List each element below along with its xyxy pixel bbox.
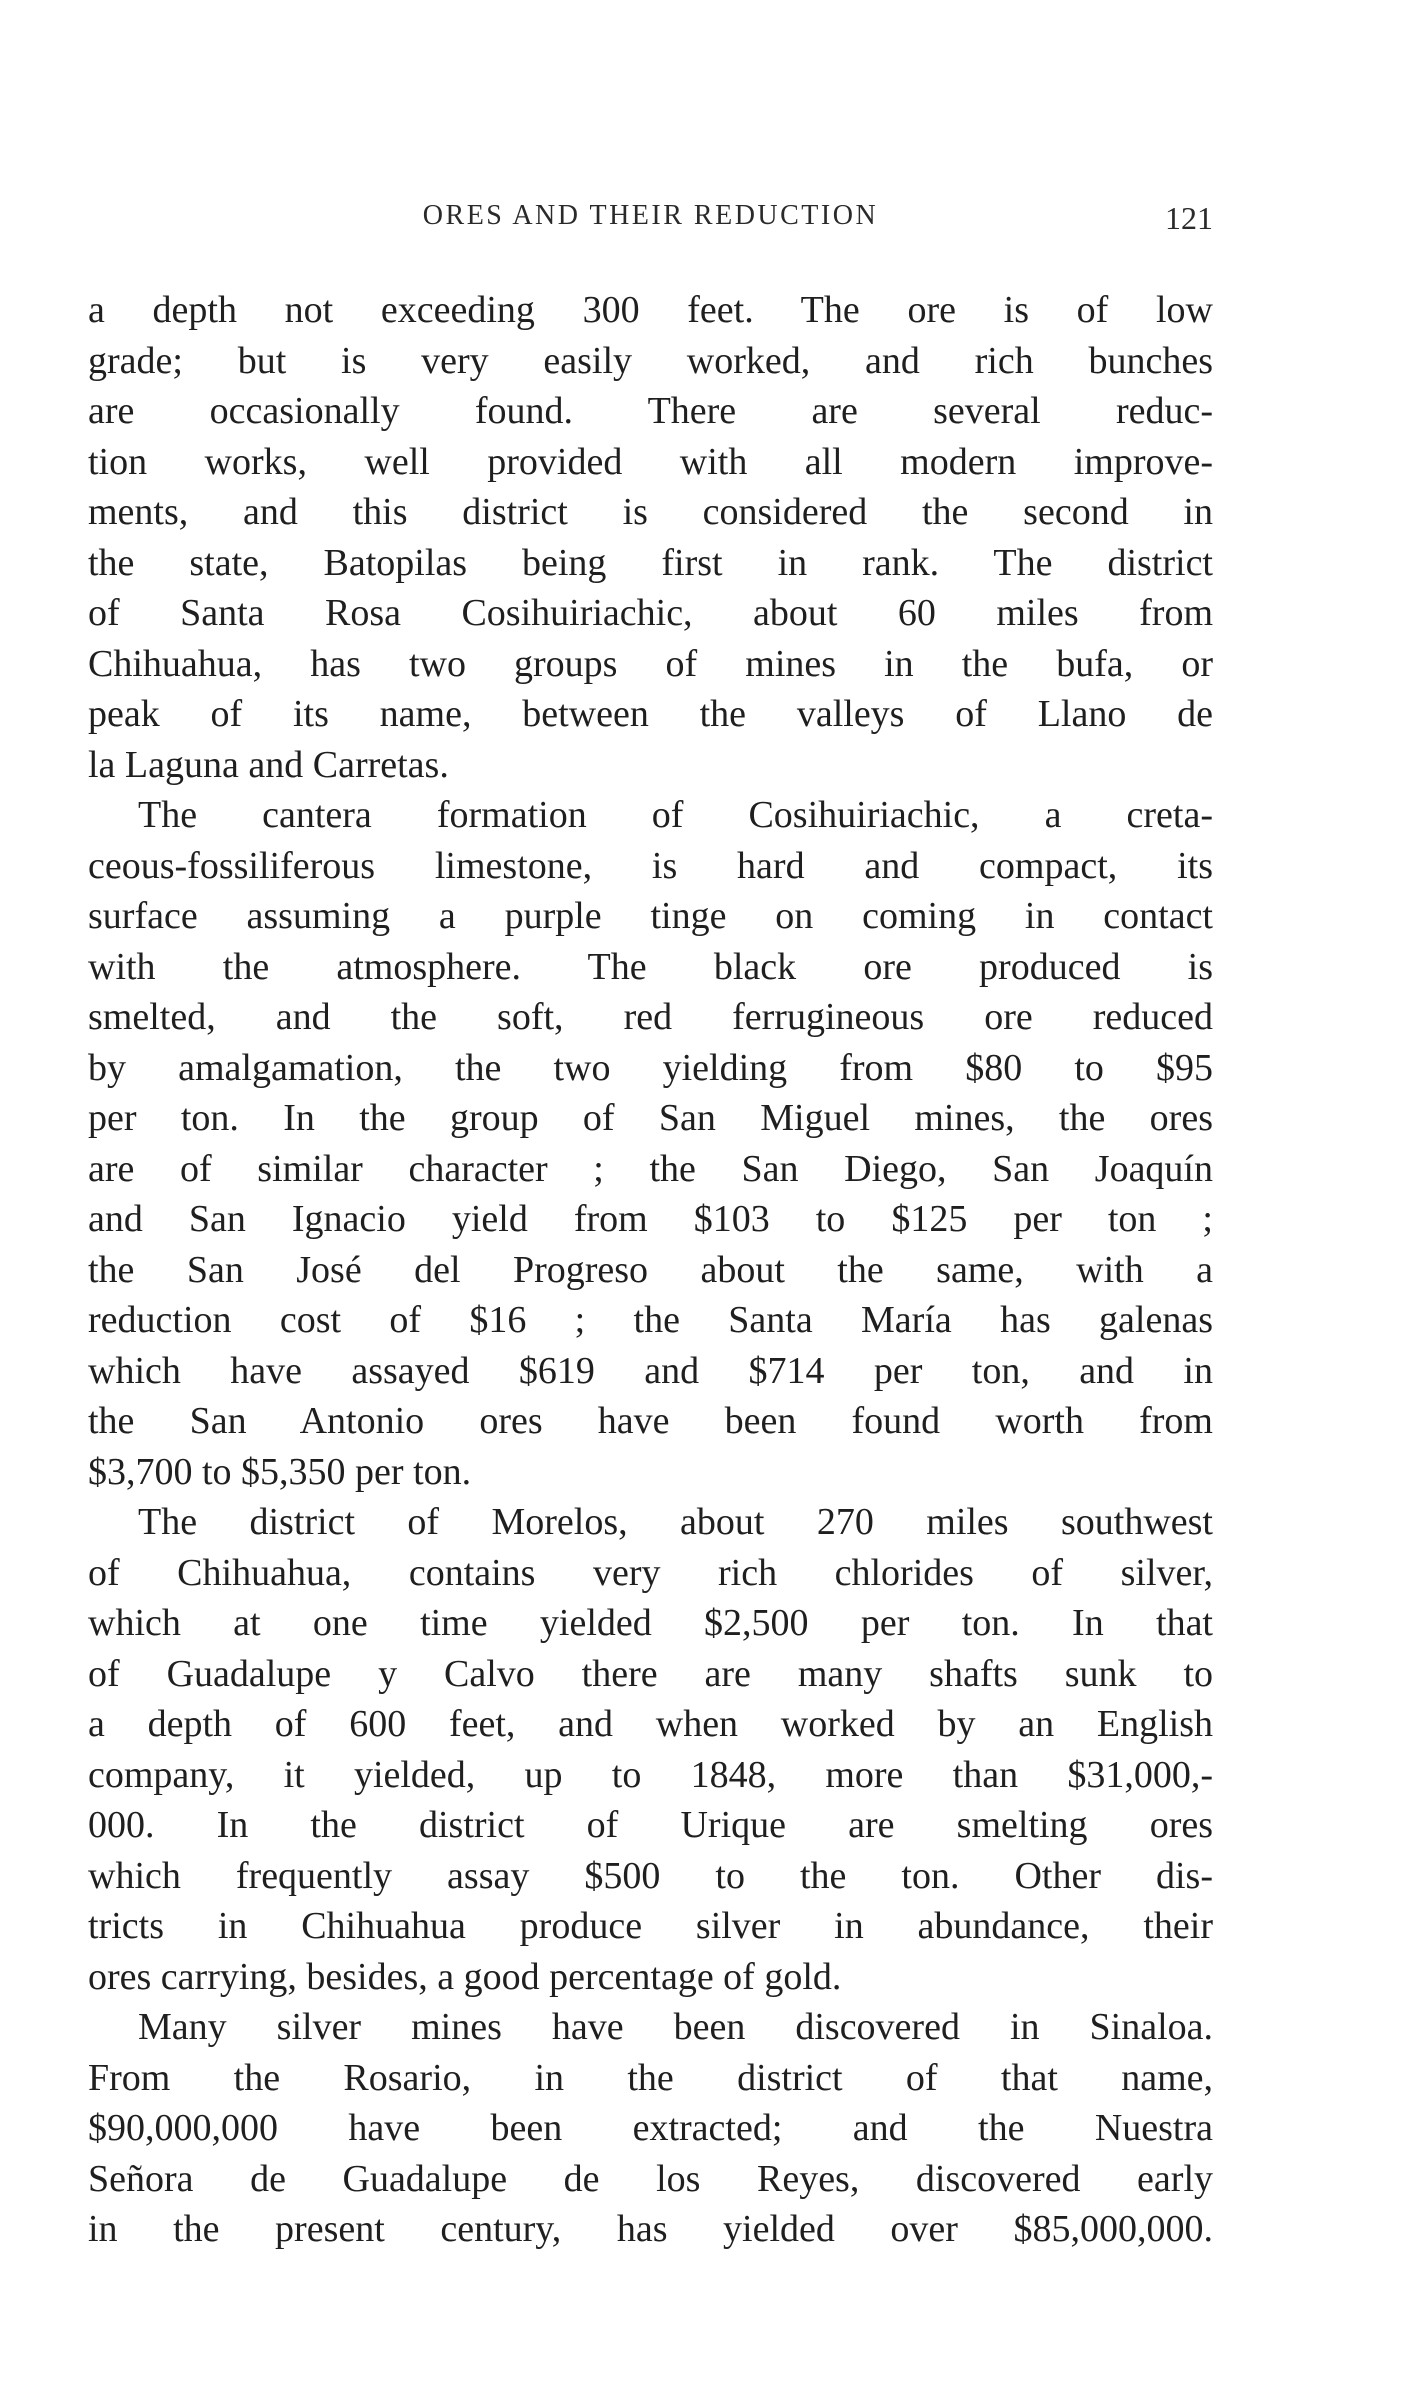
text-line: Señora de Guadalupe de los Reyes, discovered early	[88, 2157, 1213, 2200]
text-line: and San Ignacio yield from $103 to $125 per ton ;	[88, 1198, 1213, 1240]
text-line: surface assuming a purple tinge on coming in contact	[88, 895, 1213, 937]
text-line: tricts in Chihuahua produce silver in abundance, their	[88, 1905, 1213, 1947]
text-line: with the atmosphere. The black ore produced is	[88, 945, 1213, 988]
text-line: The district of Morelos, about 270 miles southwest	[138, 1501, 1213, 1543]
text-line: a depth not exceeding 300 feet. The ore is of low	[88, 289, 1213, 331]
text-line: by amalgamation, the two yielding from $80 to $95	[88, 1046, 1213, 1089]
text-line: of Santa Rosa Cosihuiriachic, about 60 miles from	[88, 592, 1213, 634]
text-line: ores carrying, besides, a good percentage of gold.	[88, 1955, 842, 1998]
running-head: ORES AND THEIR REDUCTION	[422, 200, 879, 231]
page-number: 121	[1165, 200, 1213, 236]
text-line: tion works, well provided with all modern improve-	[88, 440, 1213, 483]
text-line: are of similar character ; the San Diego, San Joaquín	[88, 1147, 1213, 1190]
text-line: are occasionally found. There are several reduc-	[88, 390, 1213, 432]
text-line: the state, Batopilas being first in rank. The district	[88, 541, 1213, 584]
text-line: company, it yielded, up to 1848, more than $31,000,-	[88, 1753, 1213, 1796]
text-line: grade; but is very easily worked, and rich bunches	[88, 339, 1213, 382]
text-line: a depth of 600 feet, and when worked by an English	[88, 1703, 1213, 1745]
text-line: Chihuahua, has two groups of mines in the bufa, or	[88, 642, 1213, 685]
text-line: la Laguna and Carretas.	[88, 743, 449, 786]
page-header	[88, 200, 1213, 248]
body-text	[88, 285, 1213, 2255]
text-line: the San Antonio ores have been found worth from	[88, 1400, 1213, 1442]
text-line: 000. In the district of Urique are smelting ores	[88, 1804, 1213, 1846]
text-line: per ton. In the group of San Miguel mines, the ores	[88, 1097, 1213, 1139]
text-line: which frequently assay $500 to the ton. Other dis-	[88, 1854, 1213, 1897]
text-line: which have assayed $619 and $714 per ton, and in	[88, 1349, 1213, 1392]
text-line: Many silver mines have been discovered in Sinaloa.	[138, 2006, 1213, 2048]
text-line: of Chihuahua, contains very rich chlorides of silver,	[88, 1551, 1213, 1594]
text-line: $90,000,000 have been extracted; and the Nuestra	[88, 2107, 1213, 2149]
text-line: reduction cost of $16 ; the Santa María has galenas	[88, 1299, 1213, 1341]
text-line: smelted, and the soft, red ferrugineous ore reduced	[88, 996, 1213, 1038]
text-line: From the Rosario, in the district of that name,	[88, 2056, 1213, 2099]
text-line: ceous-fossiliferous limestone, is hard and compact, its	[88, 844, 1213, 887]
text-line: in the present century, has yielded over $85,000,000.	[88, 2208, 1213, 2250]
text-line: which at one time yielded $2,500 per ton. In that	[88, 1602, 1213, 1644]
text-line: the San José del Progreso about the same, with a	[88, 1248, 1213, 1291]
text-line: The cantera formation of Cosihuiriachic, a creta-	[138, 794, 1213, 836]
text-line: $3,700 to $5,350 per ton.	[88, 1450, 472, 1493]
text-line: peak of its name, between the valleys of Llano de	[88, 693, 1213, 735]
text-line: ments, and this district is considered the second in	[88, 491, 1213, 533]
text-line: of Guadalupe y Calvo there are many shafts sunk to	[88, 1652, 1213, 1695]
